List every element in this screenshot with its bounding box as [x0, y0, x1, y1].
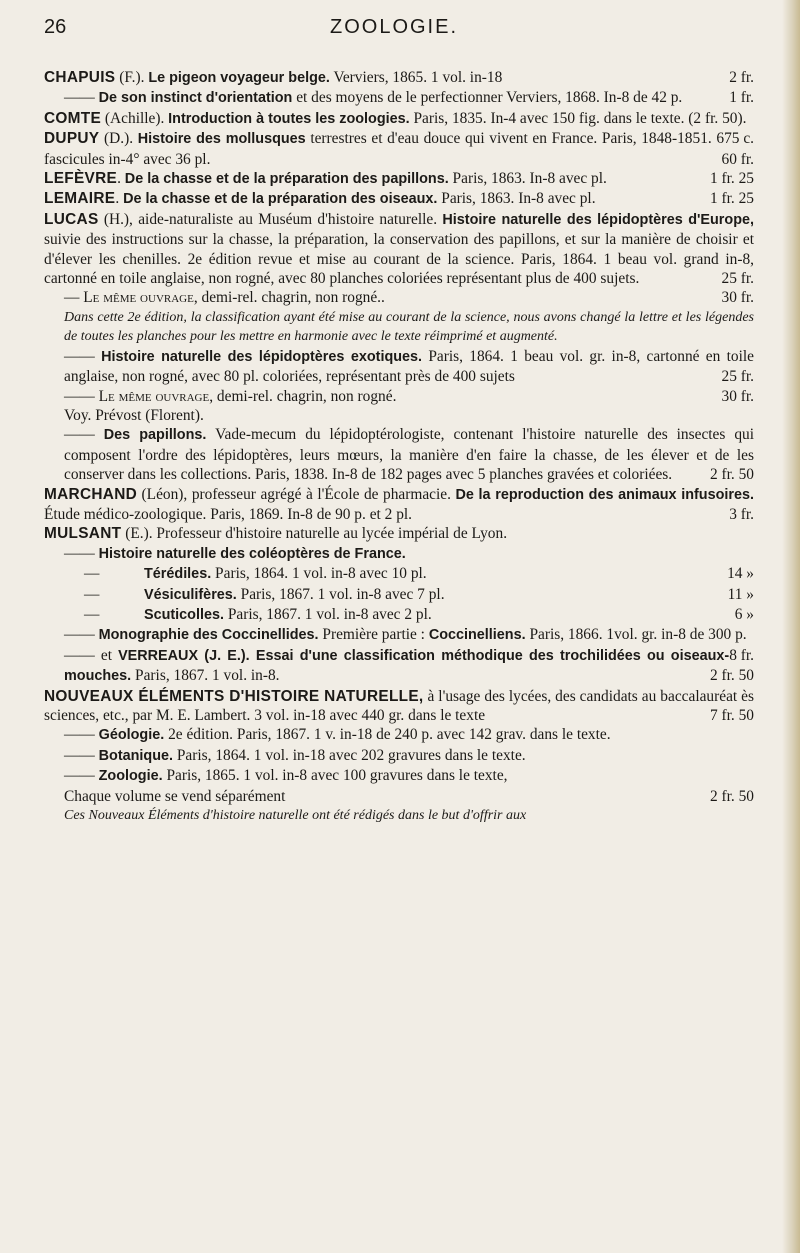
edition-note: Dans cette 2e édition, la classification ayant été mise au courant de la science, nous avons changé la lettre et les légendes de toutes les planches pour les mettre en harmonie avec le texte réimprimé et augmenté.: [64, 309, 754, 345]
title: Histoire naturelle des lépidoptères exotiques.: [101, 348, 423, 365]
price: 25 fr.: [721, 270, 754, 288]
description: Verviers, 1865. 1 vol. in-18: [329, 69, 503, 86]
description: Paris, 1835. In-4 avec 150 fig. dans le texte. (2 fr. 50).: [409, 109, 747, 127]
entry-marchand: [44, 485, 754, 525]
title: Des papillons.: [103, 427, 207, 444]
description: Étude médico-zoologique. Paris, 1869. In-8 de 90 p. et 2 pl.: [44, 505, 413, 523]
title: Botanique.: [98, 747, 173, 764]
page-edge: [782, 0, 800, 1253]
entry-lucas: [44, 210, 754, 289]
description: Paris, 1863. In-8 avec pl.: [437, 190, 596, 208]
entry-lemaire: [44, 189, 754, 209]
title: De la chasse et de la préparation des papillons.: [124, 171, 449, 188]
price: 2 fr. 50: [709, 667, 754, 685]
author: COMTE: [44, 109, 102, 127]
description: 2e édition. Paris, 1867. 1 v. in-18 de 240 p. avec 142 grav. dans le texte.: [164, 726, 611, 744]
price: 6 »: [734, 605, 754, 623]
price: 14 »: [727, 565, 754, 583]
price: 30 fr.: [721, 387, 754, 405]
description: terrestres et d'eau douce qui vivent en France. Paris, 1848-1851. 6 fascicules in-4° avec 36 pl.: [44, 130, 725, 168]
price: 25 fr.: [721, 368, 754, 386]
entry-lucas-exotiques: [44, 347, 754, 387]
description: demi-rel. chagrin, non rogné.: [213, 387, 397, 405]
lead: —— et: [64, 646, 112, 664]
author: LEFÈVRE: [44, 170, 118, 188]
entry-lefevre: [44, 169, 754, 189]
subtitle: Coccinelliens.: [428, 627, 526, 644]
dash: ——: [64, 746, 95, 764]
description: à l'usage des lycées, des candidats au baccalauréat ès sciences, etc., par M. E. Lambert. 3 vol. in-18 avec 440 gr. dans le texte: [44, 687, 754, 724]
title: Introduction à toutes les zoologies.: [168, 110, 410, 127]
title: Zoologie.: [98, 768, 163, 785]
title: Histoire naturelle des coléoptères de France.: [98, 545, 406, 562]
entry-nouveaux-elements: [44, 687, 754, 726]
price: 30 fr.: [721, 289, 754, 307]
price: 8 fr.: [729, 646, 754, 664]
price: 2 fr. 50: [709, 787, 754, 805]
entry-lucas-papillons: [44, 425, 754, 484]
title: Le pigeon voyageur belge.: [148, 70, 330, 86]
entry-zoologie: [44, 766, 754, 786]
author: DUPUY: [44, 130, 100, 148]
author-info: .: [117, 170, 125, 188]
price: 2 fr.: [729, 69, 754, 86]
author: LUCAS: [44, 210, 99, 228]
price: 1 fr.: [729, 89, 754, 107]
description: Paris, 1867. 1 vol. in-8.: [131, 667, 280, 685]
dash: ——: [64, 626, 95, 644]
dash: ——: [64, 89, 95, 107]
lead: — Le même ouvrage,: [64, 289, 198, 307]
description: Première partie :: [318, 626, 429, 644]
entry-lucas-exotiques-same: [44, 387, 754, 406]
description: suivie des instructions sur la chasse, la préparation, la conservation des papillons, et sur la manière de choisir et d'élever les chenilles. 2e édition revue et mise au courant de la science. Paris, 1864. 1 beau vol. grand in-8, cartonné en toile anglaise, non rogné, avec 80 planches coloriées représentant plus de 400 sujets.: [44, 231, 754, 288]
price: 2 fr. 50: [709, 466, 754, 484]
title: De son instinct d'orientation: [98, 90, 293, 107]
title: Histoire des mollusques: [137, 131, 306, 148]
price: 75 c.: [724, 130, 754, 148]
description: Paris, 1864. 1 vol. in-18 avec 202 gravures dans le texte.: [173, 746, 526, 764]
author-info: (E.). Professeur d'histoire naturelle au lycée impérial de Lyon.: [121, 525, 508, 543]
description: demi-rel. chagrin, non rogné..: [197, 289, 385, 307]
author: CHAPUIS: [44, 69, 116, 86]
page-header: [44, 16, 744, 52]
entry-geologie: [44, 725, 754, 745]
lead: —— Le même ouvrage,: [64, 387, 214, 405]
title: Monographie des Coccinellides.: [98, 627, 319, 644]
price: 1 fr. 25: [709, 190, 754, 208]
entry-mulsant: [44, 524, 754, 543]
description: et des moyens de le perfectionner Verviers, 1868. In-8 de 42 p.: [292, 89, 683, 107]
author-info: (H.), aide-naturaliste au Muséum d'histoire naturelle.: [98, 210, 443, 228]
description: Chaque volume se vend séparément: [64, 787, 286, 805]
description: Paris, 1866. 1vol. gr. in-8 de 300 p.: [525, 626, 747, 644]
title: Histoire naturelle des lépidoptères d'Europe,: [442, 211, 754, 228]
entry-botanique: [44, 746, 754, 766]
entry-mulsant-verreaux: [44, 646, 754, 687]
entry-chapuis-pigeon: [44, 68, 754, 88]
title: Géologie.: [98, 727, 165, 744]
title: Térédiles.: [144, 566, 212, 583]
description: Paris, 1864. 1 beau vol. gr. in-8, cartonné en toile anglaise, non rogné, avec 80 pl. coloriées, représentant près de 400 sujets: [64, 347, 754, 386]
entry-lucas-same: [44, 288, 754, 307]
author-info: (Achille).: [101, 109, 169, 127]
title: De la chasse et de la préparation des oiseaux.: [123, 191, 438, 208]
entry-dupuy: [44, 129, 754, 169]
entry-mulsant-histoire: [44, 544, 754, 564]
list-item: — Scuticolles. Paris, 1867. 1 vol. in-8 avec 2 pl. 6 »: [44, 605, 754, 625]
author: LEMAIRE: [44, 190, 116, 208]
page-number: 26: [44, 16, 67, 38]
running-head: ZOOLOGIE.: [329, 16, 459, 38]
cross-reference: Voy. Prévost (Florent).: [64, 406, 204, 424]
price: 7 fr. 50: [709, 707, 754, 724]
author-info: (D.).: [99, 130, 138, 148]
final-note: Ces Nouveaux Éléments d'histoire naturelle ont été rédigés dans le but d'offrir aux: [64, 808, 527, 824]
price: 3 fr.: [729, 505, 754, 523]
price: 60 fr.: [721, 150, 754, 168]
entry-chaque-volume: [44, 787, 754, 806]
author-info: (F.).: [115, 69, 149, 86]
dash: ——: [64, 426, 95, 444]
description: Paris, 1864. 1 vol. in-8 avec 10 pl.: [211, 565, 427, 583]
author-info: (Léon), professeur agrégé à l'École de pharmacie.: [137, 485, 456, 503]
title: NOUVEAUX ÉLÉMENTS D'HISTOIRE NATURELLE,: [44, 687, 424, 705]
author-info: .: [115, 190, 124, 208]
price: 11 »: [727, 585, 754, 603]
entry-chapuis-instinct: [44, 88, 754, 108]
author: MULSANT: [44, 525, 122, 543]
description: Paris, 1863. In-8 avec pl.: [448, 170, 607, 188]
price: 1 fr. 25: [709, 170, 754, 188]
catalog-body: [44, 68, 754, 825]
description: Vade-mecum du lépidoptérologiste, contenant l'histoire naturelle des insectes qui composent l'ordre des lépidoptères, leurs mœurs, la manière d'en faire la chasse, de les élever et de les conserver dans les collections. Paris, 1838. In-8 de 182 pages avec 5 planches gravées et coloriées.: [64, 426, 754, 484]
dash: ——: [64, 544, 95, 562]
dash: ——: [64, 347, 95, 365]
description: Paris, 1865. 1 vol. in-8 avec 100 gravures dans le texte,: [162, 767, 508, 785]
title: VERREAUX (J. E.). Essai d'une classification méthodique des trochilidées ou oiseaux-mouches.: [64, 647, 730, 685]
dash: ——: [64, 767, 95, 785]
description: Paris, 1867. 1 vol. in-8 avec 2 pl.: [223, 605, 432, 623]
title: Vésiculifères.: [144, 586, 237, 603]
description: Paris, 1867. 1 vol. in-8 avec 7 pl.: [236, 585, 445, 603]
author: MARCHAND: [44, 485, 138, 503]
title: De la reproduction des animaux infusoires.: [455, 486, 754, 503]
list-item: — Vésiculifères. Paris, 1867. 1 vol. in-8 avec 7 pl. 11 »: [44, 585, 754, 605]
dash: ——: [64, 726, 95, 744]
list-item: — Térédiles. Paris, 1864. 1 vol. in-8 avec 10 pl. 14 »: [44, 564, 754, 584]
title: Scuticolles.: [144, 606, 224, 623]
